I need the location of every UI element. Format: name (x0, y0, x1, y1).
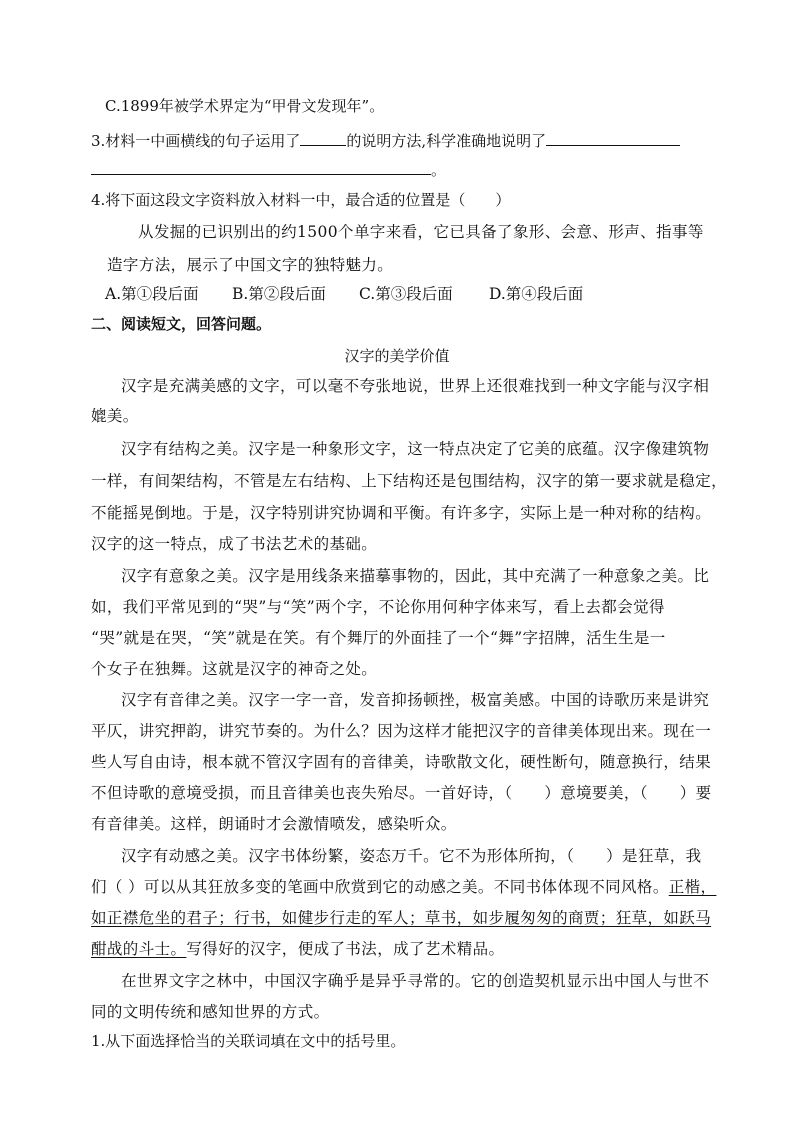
para6-line2: 同的文明传统和感知世界的方式。 (91, 1003, 330, 1021)
para4-line4: 不但诗歌的意境受损，而且音律美也丧失殆尽。一首好诗，（ ）意境要美，（ ）要 (91, 784, 712, 802)
question-3-line2 (91, 160, 446, 180)
q4-option-c[interactable]: C.第③段后面 (359, 285, 453, 303)
para4-line1: 汉字有音律之美。汉字一字一音，发音抑扬顿挫，极富美感。中国的诗歌历来是讲究 (121, 691, 710, 709)
question-1: 1.从下面选择恰当的关联词填在文中的括号里。 (91, 1032, 406, 1050)
para2-line1: 汉字有结构之美。汉字是一种象形文字，这一特点决定了它美的底蕴。汉字像建筑物 (121, 440, 710, 458)
para4-line2: 平仄，讲究押韵，讲究节奏的。为什么？因为这样才能把汉字的音律美体现出来。现在一 (91, 722, 712, 740)
q3-blank-continued[interactable] (91, 160, 431, 175)
para1-line2: 媲美。 (91, 407, 139, 425)
para5-line4-text: 写得好的汉字，便成了书法，成了艺术精品。 (186, 940, 505, 958)
article-title: 汉字的美学价值 (344, 347, 450, 365)
para3-line4: 个女子在独舞。这就是汉字的神奇之处。 (91, 660, 378, 678)
para2-line4: 汉字的这一特点，成了书法艺术的基础。 (91, 535, 378, 553)
q3-blank-method[interactable] (300, 131, 346, 146)
para4-line3: 些人写自由诗，根本就不管汉字固有的音律美，诗歌散文化，硬性断句，随意换行，结果 (91, 753, 712, 771)
question-4-stem: 4.将下面这段文字资料放入材料一中，最合适的位置是（ ） (91, 191, 511, 209)
q4-option-d[interactable]: D.第④段后面 (489, 285, 584, 303)
para1-line1: 汉字是充满美感的文字，可以毫不夸张地说，世界上还很难找到一种文字能与汉字相 (121, 377, 710, 395)
q4-option-b[interactable]: B.第②段后面 (232, 285, 326, 303)
para3-line1: 汉字有意象之美。汉字是用线条来描摹事物的，因此，其中充满了一种意象之美。比 (121, 567, 710, 585)
para5-line2 (91, 877, 716, 897)
q4-option-a[interactable]: A.第①段后面 (105, 285, 199, 303)
question-3 (91, 131, 680, 151)
para6-line1: 在世界文字之林中，中国汉字确乎是异乎寻常的。它的创造契机显示出中国人与世不 (121, 972, 710, 990)
para3-line2: 如，我们平常见到的“哭”与“笑”两个字，不论你用何种字体来写，看上去都会觉得 (91, 598, 665, 616)
q3-blank-content[interactable] (546, 131, 680, 146)
q4-passage-line2: 造字方法，展示了中国文字的独特魅力。 (107, 256, 394, 274)
q3-end: 。 (431, 161, 447, 179)
section-heading: 二、阅读短文，回答问题。 (91, 315, 272, 333)
para5-underlined-start: 正楷， (668, 878, 717, 896)
para4-line5: 有音律美。这样，朗诵时才会激情喷发，感染听众。 (91, 815, 457, 833)
para5-underlined-end: 酣战的斗士。 (91, 940, 187, 958)
para2-line3: 不能摇晃倒地。于是，汉字特别讲究协调和平衡。有许多字，实际上是一种对称的结构。 (91, 504, 712, 522)
para3-line3: “哭”就是在哭，“笑”就是在笑。有个舞厅的外面挂了一个“舞”字招牌，活生生是一 (91, 629, 666, 647)
para5-line1: 汉字有动感之美。汉字书体纷繁，姿态万千。它不为形体所拘，（ ）是狂草，我 (121, 847, 702, 865)
para5-line3-underlined: 如正襟危坐的君子；行书，如健步行走的军人；草书，如步履匆匆的商贾；狂草，如跃马 (91, 909, 712, 927)
q3-mid: 的说明方法,科学准确地说明了 (346, 132, 547, 150)
para5-line2-text: 们（ ）可以从其狂放多变的笔画中欣赏到它的动感之美。不同书体体现不同风格。 (91, 878, 669, 896)
q3-prefix: 3.材料一中画横线的句子运用了 (91, 132, 301, 150)
option-c: C.1899年被学术界定为“甲骨文发现年”。 (105, 97, 385, 115)
para5-line4 (91, 939, 504, 959)
q4-passage-line1: 从发掘的已识别出的约1500个单字来看，它已具备了象形、会意、形声、指事等 (138, 223, 704, 241)
para2-line2: 一样，有间架结构，不管是左右结构、上下结构还是包围结构，汉字的第一要求就是稳定， (91, 472, 728, 490)
